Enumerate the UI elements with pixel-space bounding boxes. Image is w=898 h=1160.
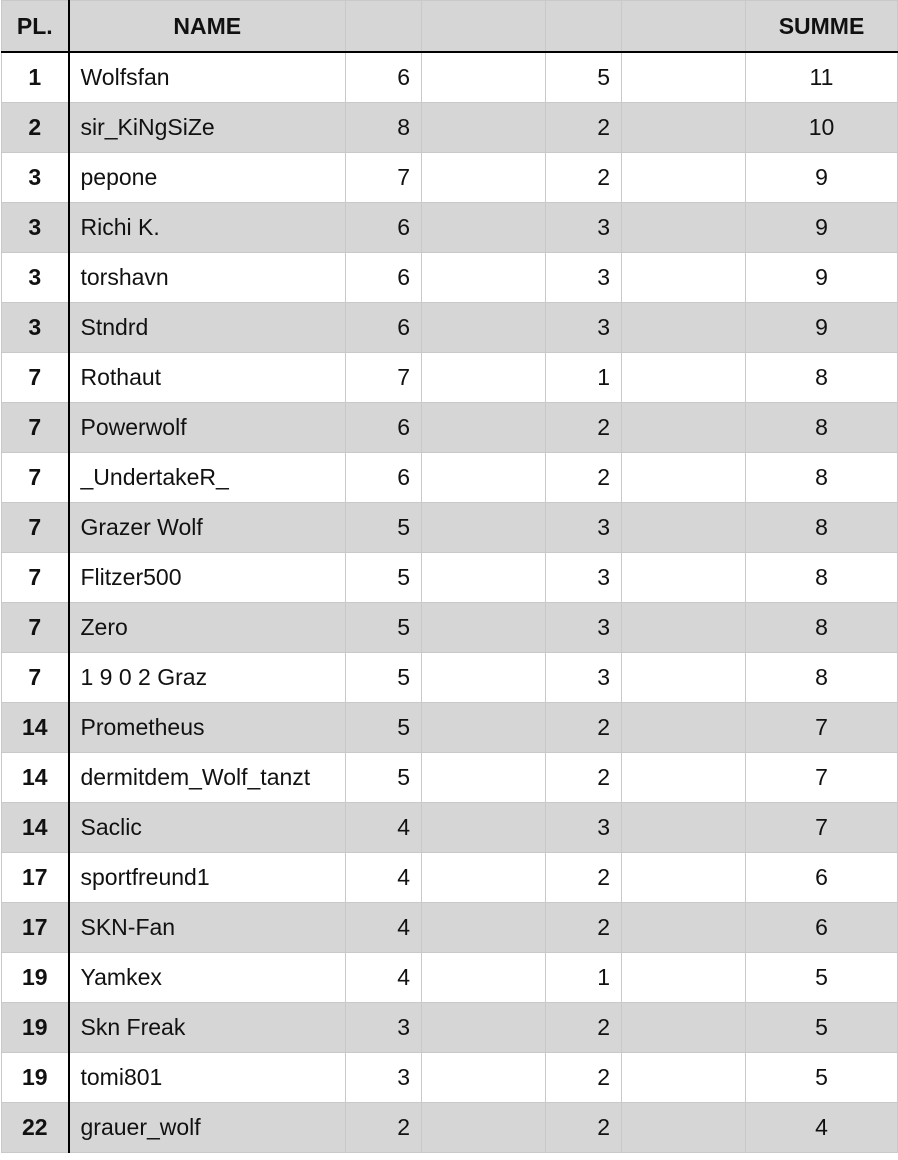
player-name-cell: tomi801 <box>69 1053 346 1103</box>
player-name-cell: Yamkex <box>69 953 346 1003</box>
points-b-cell: 2 <box>546 1053 622 1103</box>
player-name-cell: grauer_wolf <box>69 1103 346 1153</box>
empty-cell <box>422 853 546 903</box>
player-name-cell: Powerwolf <box>69 403 346 453</box>
points-b-cell: 2 <box>546 1003 622 1053</box>
points-b-cell: 2 <box>546 1103 622 1153</box>
empty-cell <box>622 103 746 153</box>
points-a-cell: 7 <box>346 353 422 403</box>
points-a-cell: 4 <box>346 803 422 853</box>
points-b-cell: 2 <box>546 453 622 503</box>
empty-cell <box>422 903 546 953</box>
table-row <box>2 803 898 853</box>
table-row <box>2 153 898 203</box>
rank-cell: 14 <box>2 703 69 753</box>
table-body <box>2 52 898 1153</box>
points-b-cell: 3 <box>546 603 622 653</box>
sum-cell: 5 <box>746 1053 898 1103</box>
player-name-cell: Skn Freak <box>69 1003 346 1053</box>
points-b-cell: 3 <box>546 253 622 303</box>
rank-cell: 19 <box>2 1053 69 1103</box>
points-a-cell: 8 <box>346 103 422 153</box>
player-name-cell: SKN-Fan <box>69 903 346 953</box>
empty-cell <box>622 153 746 203</box>
points-a-cell: 5 <box>346 553 422 603</box>
points-a-cell: 4 <box>346 853 422 903</box>
points-b-cell: 3 <box>546 303 622 353</box>
player-name-cell: Grazer Wolf <box>69 503 346 553</box>
empty-cell <box>422 52 546 103</box>
player-name-cell: 1 9 0 2 Graz <box>69 653 346 703</box>
table-row <box>2 953 898 1003</box>
sum-cell: 9 <box>746 203 898 253</box>
points-a-cell: 5 <box>346 753 422 803</box>
points-a-cell: 6 <box>346 403 422 453</box>
ranking-table <box>1 0 898 1153</box>
empty-cell <box>622 353 746 403</box>
empty-cell <box>622 803 746 853</box>
table-row <box>2 303 898 353</box>
rank-cell: 7 <box>2 653 69 703</box>
empty-cell <box>622 1003 746 1053</box>
empty-cell <box>622 303 746 353</box>
points-a-cell: 6 <box>346 253 422 303</box>
points-b-cell: 2 <box>546 403 622 453</box>
points-b-cell: 3 <box>546 803 622 853</box>
empty-cell <box>422 203 546 253</box>
empty-cell <box>422 403 546 453</box>
empty-cell <box>622 953 746 1003</box>
empty-cell <box>622 453 746 503</box>
points-a-cell: 5 <box>346 653 422 703</box>
player-name-cell: pepone <box>69 153 346 203</box>
points-b-cell: 2 <box>546 853 622 903</box>
table-row <box>2 903 898 953</box>
rank-cell: 22 <box>2 1103 69 1153</box>
rank-cell: 7 <box>2 403 69 453</box>
empty-cell <box>422 603 546 653</box>
rank-cell: 1 <box>2 52 69 103</box>
sum-cell: 10 <box>746 103 898 153</box>
table-row <box>2 52 898 103</box>
points-a-cell: 5 <box>346 603 422 653</box>
rank-cell: 14 <box>2 803 69 853</box>
sum-cell: 8 <box>746 403 898 453</box>
sum-cell: 8 <box>746 453 898 503</box>
header-row <box>2 1 898 53</box>
sum-cell: 8 <box>746 603 898 653</box>
empty-cell <box>622 1053 746 1103</box>
sum-cell: 4 <box>746 1103 898 1153</box>
player-name-cell: dermitdem_Wolf_tanzt <box>69 753 346 803</box>
rank-cell: 7 <box>2 503 69 553</box>
table-row <box>2 603 898 653</box>
empty-cell <box>422 453 546 503</box>
sum-cell: 8 <box>746 553 898 603</box>
player-name-cell: _UndertakeR_ <box>69 453 346 503</box>
table-row <box>2 1003 898 1053</box>
points-b-cell: 2 <box>546 153 622 203</box>
empty-cell <box>422 503 546 553</box>
points-b-cell: 3 <box>546 553 622 603</box>
rank-cell: 2 <box>2 103 69 153</box>
rank-cell: 7 <box>2 553 69 603</box>
sum-cell: 7 <box>746 803 898 853</box>
table-row <box>2 1053 898 1103</box>
points-b-cell: 2 <box>546 903 622 953</box>
player-name-cell: sportfreund1 <box>69 853 346 903</box>
empty-cell <box>422 703 546 753</box>
empty-cell <box>422 153 546 203</box>
empty-cell <box>622 203 746 253</box>
table-row <box>2 353 898 403</box>
player-name-cell: Rothaut <box>69 353 346 403</box>
points-b-cell: 3 <box>546 203 622 253</box>
rank-cell: 3 <box>2 203 69 253</box>
table-row <box>2 503 898 553</box>
header-place: PL. <box>2 1 69 53</box>
rank-cell: 3 <box>2 253 69 303</box>
empty-cell <box>422 953 546 1003</box>
player-name-cell: Flitzer500 <box>69 553 346 603</box>
player-name-cell: sir_KiNgSiZe <box>69 103 346 153</box>
player-name-cell: Stndrd <box>69 303 346 353</box>
points-a-cell: 6 <box>346 52 422 103</box>
sum-cell: 8 <box>746 503 898 553</box>
table-row <box>2 203 898 253</box>
empty-cell <box>422 553 546 603</box>
table-row <box>2 553 898 603</box>
player-name-cell: Zero <box>69 603 346 653</box>
points-a-cell: 3 <box>346 1053 422 1103</box>
empty-cell <box>422 1003 546 1053</box>
rank-cell: 17 <box>2 903 69 953</box>
sum-cell: 6 <box>746 903 898 953</box>
empty-cell <box>622 553 746 603</box>
points-a-cell: 2 <box>346 1103 422 1153</box>
sum-cell: 7 <box>746 703 898 753</box>
table-row <box>2 253 898 303</box>
rank-cell: 7 <box>2 603 69 653</box>
table-row <box>2 453 898 503</box>
rank-cell: 19 <box>2 953 69 1003</box>
table-row <box>2 1103 898 1153</box>
sum-cell: 9 <box>746 153 898 203</box>
sum-cell: 8 <box>746 653 898 703</box>
empty-cell <box>422 803 546 853</box>
header-col-6 <box>622 1 746 53</box>
table-row <box>2 853 898 903</box>
empty-cell <box>422 653 546 703</box>
rank-cell: 17 <box>2 853 69 903</box>
table-row <box>2 403 898 453</box>
sum-cell: 9 <box>746 303 898 353</box>
points-b-cell: 1 <box>546 953 622 1003</box>
points-a-cell: 7 <box>346 153 422 203</box>
table-row <box>2 703 898 753</box>
points-a-cell: 4 <box>346 953 422 1003</box>
header-col-4 <box>422 1 546 53</box>
points-a-cell: 4 <box>346 903 422 953</box>
player-name-cell: Saclic <box>69 803 346 853</box>
rank-cell: 7 <box>2 353 69 403</box>
player-name-cell: torshavn <box>69 253 346 303</box>
empty-cell <box>422 1103 546 1153</box>
sum-cell: 5 <box>746 953 898 1003</box>
empty-cell <box>622 52 746 103</box>
empty-cell <box>622 653 746 703</box>
table-row <box>2 753 898 803</box>
sum-cell: 6 <box>746 853 898 903</box>
sum-cell: 8 <box>746 353 898 403</box>
rank-cell: 19 <box>2 1003 69 1053</box>
player-name-cell: Richi K. <box>69 203 346 253</box>
rank-cell: 3 <box>2 303 69 353</box>
empty-cell <box>622 253 746 303</box>
points-a-cell: 6 <box>346 203 422 253</box>
header-col-5 <box>546 1 622 53</box>
empty-cell <box>622 503 746 553</box>
empty-cell <box>422 353 546 403</box>
points-b-cell: 2 <box>546 703 622 753</box>
empty-cell <box>622 903 746 953</box>
points-b-cell: 2 <box>546 753 622 803</box>
player-name-cell: Prometheus <box>69 703 346 753</box>
empty-cell <box>422 1053 546 1103</box>
header-sum: SUMME <box>746 1 898 53</box>
empty-cell <box>422 103 546 153</box>
table-row <box>2 653 898 703</box>
empty-cell <box>622 1103 746 1153</box>
points-a-cell: 3 <box>346 1003 422 1053</box>
points-a-cell: 5 <box>346 703 422 753</box>
header-col-3 <box>346 1 422 53</box>
header-name: NAME <box>69 1 346 53</box>
points-b-cell: 3 <box>546 653 622 703</box>
points-a-cell: 6 <box>346 453 422 503</box>
empty-cell <box>622 603 746 653</box>
rank-cell: 3 <box>2 153 69 203</box>
sum-cell: 7 <box>746 753 898 803</box>
sum-cell: 9 <box>746 253 898 303</box>
rank-cell: 14 <box>2 753 69 803</box>
empty-cell <box>622 853 746 903</box>
empty-cell <box>622 703 746 753</box>
empty-cell <box>622 753 746 803</box>
empty-cell <box>422 253 546 303</box>
empty-cell <box>422 303 546 353</box>
points-b-cell: 3 <box>546 503 622 553</box>
sum-cell: 11 <box>746 52 898 103</box>
rank-cell: 7 <box>2 453 69 503</box>
table-header <box>2 1 898 53</box>
empty-cell <box>622 403 746 453</box>
table-row <box>2 103 898 153</box>
points-b-cell: 5 <box>546 52 622 103</box>
points-b-cell: 1 <box>546 353 622 403</box>
points-a-cell: 5 <box>346 503 422 553</box>
points-a-cell: 6 <box>346 303 422 353</box>
sum-cell: 5 <box>746 1003 898 1053</box>
points-b-cell: 2 <box>546 103 622 153</box>
player-name-cell: Wolfsfan <box>69 52 346 103</box>
empty-cell <box>422 753 546 803</box>
